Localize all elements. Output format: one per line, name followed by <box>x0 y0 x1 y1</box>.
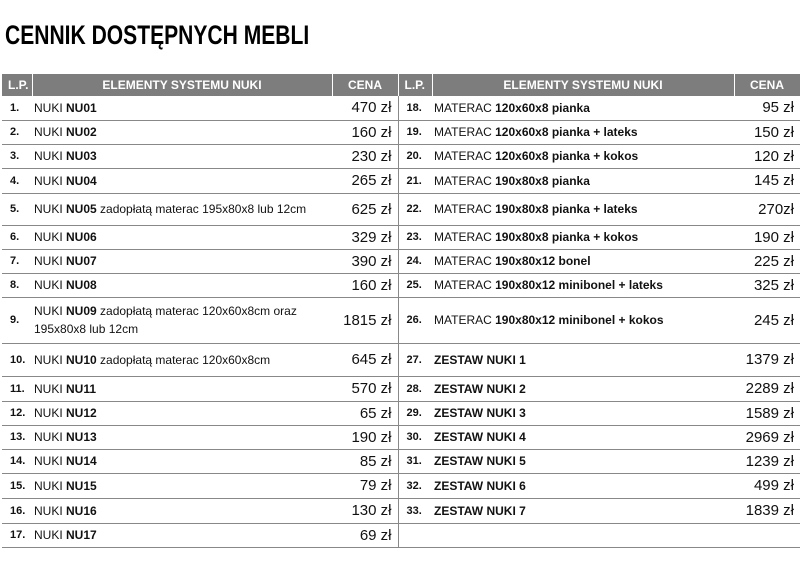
item-prefix: NUKI <box>34 278 67 292</box>
item-price: 145 zł <box>734 168 800 193</box>
table-row <box>2 401 800 425</box>
table-row <box>2 449 800 473</box>
item-prefix: MATERAC <box>434 313 496 327</box>
item-price: 160 zł <box>332 273 398 297</box>
item-name <box>432 144 734 168</box>
table-row <box>2 273 800 297</box>
item-name <box>32 144 332 168</box>
item-price: 625 zł <box>332 193 398 225</box>
item-code: 190x80x8 pianka <box>495 173 590 188</box>
row-number: 23. <box>398 225 432 249</box>
item-price: 270zł <box>734 193 800 225</box>
header-elements: ELEMENTY SYSTEMU NUKI <box>432 74 734 96</box>
item-price: 65 zł <box>332 401 398 425</box>
item-prefix: MATERAC <box>434 202 496 216</box>
item-code: NU14 <box>66 454 97 468</box>
item-code: NU17 <box>66 528 97 542</box>
item-name <box>32 297 332 343</box>
table-row <box>2 249 800 273</box>
row-number: 7. <box>2 249 32 273</box>
table-row <box>2 343 800 376</box>
item-code: NU06 <box>66 230 97 244</box>
item-prefix: NUKI <box>34 352 67 367</box>
item-name <box>432 376 734 401</box>
row-number: 2. <box>2 120 32 144</box>
item-name <box>32 168 332 193</box>
row-number: 8. <box>2 273 32 297</box>
item-name <box>32 273 332 297</box>
item-price: 230 zł <box>332 144 398 168</box>
row-number: 32. <box>398 473 432 498</box>
item-prefix: MATERAC <box>434 254 496 268</box>
row-number: 3. <box>2 144 32 168</box>
row-number: 20. <box>398 144 432 168</box>
table-row <box>2 297 800 343</box>
item-code: 190x80x12 minibonel + kokos <box>495 313 664 327</box>
item-prefix: NUKI <box>34 202 67 216</box>
table-row <box>2 498 800 523</box>
item-prefix: NUKI <box>34 381 67 396</box>
item-name <box>432 401 734 425</box>
item-name <box>432 225 734 249</box>
item-prefix: NUKI <box>34 230 67 244</box>
item-price: 2289 zł <box>734 376 800 401</box>
header-price: CENA <box>332 74 398 96</box>
item-price: 95 zł <box>734 96 800 120</box>
item-name <box>32 473 332 498</box>
item-price: 120 zł <box>734 144 800 168</box>
table-row <box>2 120 800 144</box>
row-number: 31. <box>398 449 432 473</box>
item-price: 225 zł <box>734 249 800 273</box>
item-prefix: NUKI <box>34 454 67 468</box>
item-code: NU09 <box>66 304 97 318</box>
item-name <box>432 168 734 193</box>
item-price: 79 zł <box>332 473 398 498</box>
item-prefix: MATERAC <box>434 149 496 163</box>
item-price: 150 zł <box>734 120 800 144</box>
row-number: 18. <box>398 96 432 120</box>
item-code: NU08 <box>66 278 97 292</box>
item-code: NU04 <box>66 173 97 188</box>
row-number: 17. <box>2 523 32 547</box>
row-number: 22. <box>398 193 432 225</box>
price-table <box>2 74 800 548</box>
item-price: 85 zł <box>332 449 398 473</box>
item-prefix: MATERAC <box>434 173 496 188</box>
item-code: NU07 <box>66 254 97 268</box>
item-prefix: MATERAC <box>434 125 496 139</box>
item-price: 499 zł <box>734 473 800 498</box>
item-price: 1589 zł <box>734 401 800 425</box>
row-number: 30. <box>398 425 432 449</box>
item-prefix: MATERAC <box>434 278 496 292</box>
item-code: 190x80x12 bonel <box>495 254 591 268</box>
row-number: 4. <box>2 168 32 193</box>
item-name <box>32 425 332 449</box>
table-row <box>2 168 800 193</box>
item-code: 120x60x8 pianka + kokos <box>495 149 639 163</box>
row-number: 33. <box>398 498 432 523</box>
row-number: 11. <box>2 376 32 401</box>
item-price: 329 zł <box>332 225 398 249</box>
item-name <box>432 96 734 120</box>
row-number: 10. <box>2 343 32 376</box>
item-prefix: NUKI <box>34 430 67 444</box>
item-price: 69 zł <box>332 523 398 547</box>
row-number: 1. <box>2 96 32 120</box>
item-price: 190 zł <box>734 225 800 249</box>
item-name <box>32 249 332 273</box>
item-prefix: MATERAC <box>434 230 496 244</box>
item-code: 120x60x8 pianka + lateks <box>495 125 638 139</box>
item-code: 190x80x8 pianka + kokos <box>495 230 639 244</box>
item-name <box>32 498 332 523</box>
item-prefix: NUKI <box>34 503 67 518</box>
item-code: NU10 <box>66 352 97 367</box>
item-code: NU01 <box>66 100 97 115</box>
item-code: NU05 <box>66 202 97 216</box>
item-prefix: NUKI <box>34 173 67 188</box>
item-note: zadopłatą materac 195x80x8 lub 12cm <box>96 202 307 216</box>
item-name <box>432 193 734 225</box>
item-code: NU02 <box>66 125 97 139</box>
item-name <box>32 120 332 144</box>
header-elements: ELEMENTY SYSTEMU NUKI <box>32 74 332 96</box>
row-number: 5. <box>2 193 32 225</box>
item-price: 470 zł <box>332 96 398 120</box>
item-name <box>32 523 332 547</box>
item-price: 390 zł <box>332 249 398 273</box>
row-number <box>398 523 432 547</box>
item-code: NU03 <box>66 149 97 163</box>
item-price: 190 zł <box>332 425 398 449</box>
item-prefix: NUKI <box>34 100 67 115</box>
item-name <box>432 425 734 449</box>
item-code: ZESTAW NUKI 5 <box>434 454 526 468</box>
item-price: 1815 zł <box>332 297 398 343</box>
item-prefix: NUKI <box>34 406 67 420</box>
row-number: 12. <box>2 401 32 425</box>
item-prefix: NUKI <box>34 149 67 163</box>
item-price <box>734 523 800 547</box>
item-name <box>432 473 734 498</box>
item-prefix: NUKI <box>34 478 67 493</box>
item-price: 2969 zł <box>734 425 800 449</box>
item-code: ZESTAW NUKI 6 <box>434 478 526 493</box>
table-row <box>2 425 800 449</box>
item-name <box>32 376 332 401</box>
item-price: 265 zł <box>332 168 398 193</box>
item-note: zadopłatą materac 120x60x8cm <box>96 352 271 367</box>
item-price: 645 zł <box>332 343 398 376</box>
item-name <box>432 249 734 273</box>
item-code: 190x80x8 pianka + lateks <box>495 202 638 216</box>
item-code: ZESTAW NUKI 7 <box>434 503 526 518</box>
row-number: 26. <box>398 297 432 343</box>
table-row <box>2 144 800 168</box>
item-name <box>432 498 734 523</box>
header-lp: L.P. <box>2 74 32 96</box>
table-row <box>2 96 800 120</box>
row-number: 28. <box>398 376 432 401</box>
row-number: 13. <box>2 425 32 449</box>
row-number: 14. <box>2 449 32 473</box>
item-name <box>432 120 734 144</box>
item-price: 1839 zł <box>734 498 800 523</box>
item-name <box>432 449 734 473</box>
item-name <box>32 193 332 225</box>
row-number: 6. <box>2 225 32 249</box>
item-name <box>432 273 734 297</box>
item-price: 570 zł <box>332 376 398 401</box>
item-prefix: NUKI <box>34 254 67 268</box>
item-code: ZESTAW NUKI 1 <box>434 352 526 367</box>
row-number: 29. <box>398 401 432 425</box>
row-number: 9. <box>2 297 32 343</box>
item-name <box>32 343 332 376</box>
item-prefix: MATERAC <box>434 100 496 115</box>
item-price: 160 zł <box>332 120 398 144</box>
row-number: 25. <box>398 273 432 297</box>
item-price: 1239 zł <box>734 449 800 473</box>
row-number: 21. <box>398 168 432 193</box>
item-name <box>32 449 332 473</box>
item-code: 190x80x12 minibonel + lateks <box>495 278 663 292</box>
item-price: 325 zł <box>734 273 800 297</box>
header-lp: L.P. <box>398 74 432 96</box>
item-prefix: NUKI <box>34 528 67 542</box>
table-row <box>2 193 800 225</box>
table-row <box>2 473 800 498</box>
table-row <box>2 523 800 547</box>
item-code: NU11 <box>66 381 97 396</box>
row-number: 27. <box>398 343 432 376</box>
item-prefix: NUKI <box>34 125 67 139</box>
item-price: 130 zł <box>332 498 398 523</box>
row-number: 19. <box>398 120 432 144</box>
item-code: ZESTAW NUKI 3 <box>434 406 526 420</box>
item-code: NU13 <box>66 430 97 444</box>
table-row <box>2 376 800 401</box>
table-header-row <box>2 74 800 96</box>
item-note: zadopłatą materac 120x60x8cm oraz 195x80x8 lub 12cm <box>34 304 297 336</box>
item-prefix: NUKI <box>34 304 67 318</box>
item-code: NU16 <box>66 503 97 518</box>
row-number: 16. <box>2 498 32 523</box>
item-code: ZESTAW NUKI 4 <box>434 430 526 444</box>
item-name <box>432 343 734 376</box>
item-name <box>432 523 734 547</box>
item-code: 120x60x8 pianka <box>495 100 590 115</box>
row-number: 24. <box>398 249 432 273</box>
item-code: NU12 <box>66 406 97 420</box>
item-code: NU15 <box>66 478 97 493</box>
item-price: 245 zł <box>734 297 800 343</box>
item-name <box>32 96 332 120</box>
page-title: CENNIK DOSTĘPNYCH MEBLI <box>5 20 310 50</box>
item-name <box>32 401 332 425</box>
table-row <box>2 225 800 249</box>
item-code: ZESTAW NUKI 2 <box>434 381 526 396</box>
header-price: CENA <box>734 74 800 96</box>
item-name <box>432 297 734 343</box>
item-price: 1379 zł <box>734 343 800 376</box>
row-number: 15. <box>2 473 32 498</box>
item-name <box>32 225 332 249</box>
